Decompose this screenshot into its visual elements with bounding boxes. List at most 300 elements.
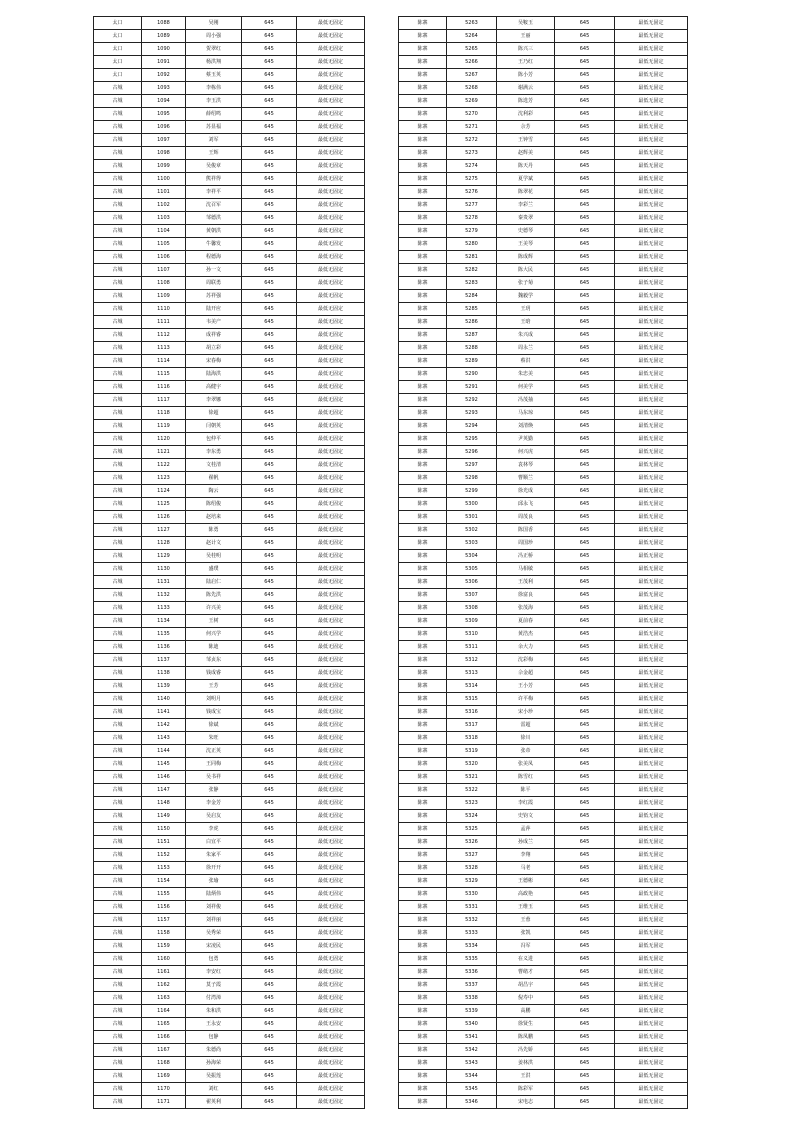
- cell-county: 古城: [94, 979, 142, 992]
- cell-name: 吴振莲: [186, 1070, 242, 1083]
- cell-name: 李翠娜: [186, 394, 242, 407]
- cell-county: 古城: [94, 615, 142, 628]
- cell-county: 陈寨: [399, 147, 447, 160]
- cell-name: 王乃红: [497, 56, 555, 69]
- cell-name: 佘金超: [497, 667, 555, 680]
- cell-amount: 645: [555, 251, 615, 264]
- table-row: [399, 446, 688, 459]
- cell-category: 最低无固定: [297, 693, 365, 706]
- table-row: [94, 186, 365, 199]
- cell-name: 冯茂抽: [497, 394, 555, 407]
- table-row: [94, 550, 365, 563]
- cell-county: 古城: [94, 394, 142, 407]
- cell-county: 陈寨: [399, 797, 447, 810]
- cell-amount: 645: [242, 199, 297, 212]
- table-row: [94, 615, 365, 628]
- cell-category: 最低无固定: [615, 810, 688, 823]
- cell-name: 何美学: [497, 381, 555, 394]
- cell-amount: 645: [242, 134, 297, 147]
- cell-county: 陈寨: [399, 329, 447, 342]
- cell-name: 陈选芳: [497, 95, 555, 108]
- cell-serial: 5310: [447, 628, 497, 641]
- cell-county: 古城: [94, 914, 142, 927]
- cell-name: 朱家平: [186, 849, 242, 862]
- cell-amount: 645: [555, 498, 615, 511]
- table-row: [94, 485, 365, 498]
- table-row: [94, 160, 365, 173]
- cell-category: 最低无固定: [615, 420, 688, 433]
- cell-amount: 645: [242, 797, 297, 810]
- cell-name: 盛璞: [186, 563, 242, 576]
- cell-category: 最低无固定: [297, 147, 365, 160]
- cell-category: 最低无固定: [297, 1096, 365, 1109]
- cell-county: 古城: [94, 1096, 142, 1109]
- cell-category: 最低无固定: [297, 43, 365, 56]
- cell-name: 陆海洪: [186, 368, 242, 381]
- cell-county: 陈寨: [399, 459, 447, 472]
- table-row: [94, 706, 365, 719]
- cell-name: 贺翠红: [186, 43, 242, 56]
- cell-name: 刘军: [186, 134, 242, 147]
- cell-category: 最低无固定: [297, 1018, 365, 1031]
- cell-amount: 645: [555, 758, 615, 771]
- cell-amount: 645: [242, 329, 297, 342]
- cell-amount: 645: [242, 17, 297, 30]
- cell-amount: 645: [242, 485, 297, 498]
- cell-serial: 5316: [447, 706, 497, 719]
- cell-category: 最低无固定: [297, 121, 365, 134]
- cell-name: 李玉洪: [186, 95, 242, 108]
- cell-category: 最低无固定: [297, 368, 365, 381]
- table-row: [94, 810, 365, 823]
- cell-name: 王丽: [497, 30, 555, 43]
- cell-category: 最低无固定: [615, 498, 688, 511]
- cell-county: 古城: [94, 576, 142, 589]
- cell-county: 古城: [94, 1057, 142, 1070]
- cell-name: 成祥睿: [186, 329, 242, 342]
- cell-category: 最低无固定: [297, 316, 365, 329]
- table-row: [94, 1083, 365, 1096]
- cell-county: 陈寨: [399, 173, 447, 186]
- cell-county: 陈寨: [399, 251, 447, 264]
- cell-serial: 1160: [142, 953, 186, 966]
- table-row: [399, 1018, 688, 1031]
- cell-amount: 645: [555, 719, 615, 732]
- cell-serial: 1122: [142, 459, 186, 472]
- cell-category: 最低无固定: [297, 641, 365, 654]
- cell-amount: 645: [242, 940, 297, 953]
- cell-county: 陈寨: [399, 550, 447, 563]
- cell-county: 古城: [94, 407, 142, 420]
- table-row: [94, 355, 365, 368]
- cell-amount: 645: [555, 784, 615, 797]
- cell-serial: 5326: [447, 836, 497, 849]
- cell-county: 太口: [94, 56, 142, 69]
- cell-category: 最低无固定: [297, 381, 365, 394]
- cell-amount: 645: [242, 1083, 297, 1096]
- cell-name: 李彩兰: [497, 199, 555, 212]
- cell-amount: 645: [242, 459, 297, 472]
- cell-name: 蔡洪: [497, 355, 555, 368]
- cell-amount: 645: [555, 134, 615, 147]
- cell-serial: 1119: [142, 420, 186, 433]
- cell-county: 陈寨: [399, 667, 447, 680]
- cell-category: 最低无固定: [615, 316, 688, 329]
- cell-amount: 645: [555, 615, 615, 628]
- cell-amount: 645: [242, 1044, 297, 1057]
- cell-county: 陈寨: [399, 199, 447, 212]
- cell-county: 古城: [94, 823, 142, 836]
- table-row: [399, 407, 688, 420]
- cell-name: 韦美产: [186, 316, 242, 329]
- table-row: [399, 290, 688, 303]
- cell-serial: 1154: [142, 875, 186, 888]
- cell-category: 最低无固定: [297, 745, 365, 758]
- cell-name: 吴鞍玉: [497, 17, 555, 30]
- table-row: [94, 329, 365, 342]
- cell-county: 陈寨: [399, 914, 447, 927]
- cell-serial: 1136: [142, 641, 186, 654]
- cell-serial: 5303: [447, 537, 497, 550]
- cell-name: 雷超: [497, 719, 555, 732]
- cell-name: 曹顺兰: [497, 472, 555, 485]
- cell-category: 最低无固定: [297, 498, 365, 511]
- cell-category: 最低无固定: [615, 875, 688, 888]
- cell-county: 古城: [94, 771, 142, 784]
- table-row: [94, 95, 365, 108]
- table-row: [94, 823, 365, 836]
- cell-county: 古城: [94, 628, 142, 641]
- cell-category: 最低无固定: [297, 446, 365, 459]
- cell-amount: 645: [555, 979, 615, 992]
- cell-serial: 5297: [447, 459, 497, 472]
- cell-name: 陈彩军: [497, 1083, 555, 1096]
- cell-name: 沈彩梅: [497, 654, 555, 667]
- table-row: [94, 524, 365, 537]
- table-row: [94, 628, 365, 641]
- cell-serial: 5337: [447, 979, 497, 992]
- cell-serial: 1107: [142, 264, 186, 277]
- cell-name: 夏学斌: [497, 173, 555, 186]
- cell-amount: 645: [242, 992, 297, 1005]
- cell-amount: 645: [242, 472, 297, 485]
- cell-county: 陈寨: [399, 446, 447, 459]
- cell-name: 翟帆: [186, 472, 242, 485]
- cell-serial: 5268: [447, 82, 497, 95]
- cell-amount: 645: [555, 290, 615, 303]
- cell-county: 古城: [94, 654, 142, 667]
- cell-category: 最低无固定: [297, 459, 365, 472]
- table-row: [399, 433, 688, 446]
- cell-county: 陈寨: [399, 576, 447, 589]
- cell-county: 陈寨: [399, 927, 447, 940]
- cell-county: 古城: [94, 1018, 142, 1031]
- cell-amount: 645: [242, 43, 297, 56]
- cell-category: 最低无固定: [615, 628, 688, 641]
- cell-serial: 1139: [142, 680, 186, 693]
- cell-county: 古城: [94, 1031, 142, 1044]
- cell-category: 最低无固定: [615, 212, 688, 225]
- cell-county: 古城: [94, 420, 142, 433]
- table-row: [399, 888, 688, 901]
- table-row: [94, 69, 365, 82]
- cell-amount: 645: [555, 641, 615, 654]
- cell-serial: 5295: [447, 433, 497, 446]
- cell-category: 最低无固定: [297, 979, 365, 992]
- table-row: [94, 56, 365, 69]
- cell-county: 陈寨: [399, 771, 447, 784]
- cell-category: 最低无固定: [615, 849, 688, 862]
- cell-amount: 645: [555, 69, 615, 82]
- cell-name: 周永兰: [497, 342, 555, 355]
- cell-category: 最低无固定: [297, 602, 365, 615]
- cell-serial: 1141: [142, 706, 186, 719]
- cell-name: 熊祥得: [186, 173, 242, 186]
- cell-county: 古城: [94, 524, 142, 537]
- cell-county: 陈寨: [399, 602, 447, 615]
- cell-serial: 1138: [142, 667, 186, 680]
- table-row: [94, 1044, 365, 1057]
- cell-serial: 1092: [142, 69, 186, 82]
- cell-name: 李虎: [186, 823, 242, 836]
- cell-serial: 5325: [447, 823, 497, 836]
- cell-amount: 645: [242, 69, 297, 82]
- cell-county: 古城: [94, 1083, 142, 1096]
- cell-amount: 645: [555, 277, 615, 290]
- cell-name: 邹贞东: [186, 654, 242, 667]
- cell-amount: 645: [242, 784, 297, 797]
- cell-county: 陈寨: [399, 888, 447, 901]
- cell-name: 袁林琴: [497, 459, 555, 472]
- cell-serial: 1091: [142, 56, 186, 69]
- cell-county: 陈寨: [399, 680, 447, 693]
- cell-name: 吴桂明: [186, 550, 242, 563]
- cell-county: 古城: [94, 875, 142, 888]
- cell-county: 古城: [94, 277, 142, 290]
- cell-amount: 645: [555, 43, 615, 56]
- cell-serial: 1132: [142, 589, 186, 602]
- table-row: [399, 1070, 688, 1083]
- table-row: [399, 56, 688, 69]
- cell-amount: 645: [242, 433, 297, 446]
- cell-amount: 645: [242, 303, 297, 316]
- cell-amount: 645: [242, 30, 297, 43]
- cell-serial: 5323: [447, 797, 497, 810]
- cell-serial: 1149: [142, 810, 186, 823]
- table-row: [94, 316, 365, 329]
- cell-name: 薛绍鸣: [186, 108, 242, 121]
- cell-serial: 1153: [142, 862, 186, 875]
- table-row: [94, 914, 365, 927]
- cell-serial: 1156: [142, 901, 186, 914]
- cell-name: 张瑜: [186, 875, 242, 888]
- cell-amount: 645: [242, 888, 297, 901]
- table-row: [94, 1070, 365, 1083]
- table-row: [399, 511, 688, 524]
- table-row: [94, 1005, 365, 1018]
- cell-serial: 5313: [447, 667, 497, 680]
- cell-category: 最低无固定: [615, 43, 688, 56]
- cell-county: 古城: [94, 927, 142, 940]
- cell-category: 最低无固定: [615, 693, 688, 706]
- cell-category: 最低无固定: [297, 667, 365, 680]
- table-row: [399, 329, 688, 342]
- cell-name: 王树: [186, 615, 242, 628]
- table-row: [94, 641, 365, 654]
- cell-county: 古城: [94, 862, 142, 875]
- cell-category: 最低无固定: [297, 823, 365, 836]
- cell-name: 李红霞: [497, 797, 555, 810]
- cell-county: 陈寨: [399, 82, 447, 95]
- cell-serial: 1089: [142, 30, 186, 43]
- cell-name: 孙海荣: [186, 1057, 242, 1070]
- cell-amount: 645: [242, 381, 297, 394]
- cell-name: 马东琼: [497, 407, 555, 420]
- cell-serial: 5291: [447, 381, 497, 394]
- cell-name: 王维玉: [497, 901, 555, 914]
- cell-category: 最低无固定: [297, 407, 365, 420]
- cell-category: 最低无固定: [615, 95, 688, 108]
- cell-county: 陈寨: [399, 524, 447, 537]
- cell-amount: 645: [555, 329, 615, 342]
- cell-category: 最低无固定: [615, 342, 688, 355]
- cell-amount: 645: [242, 979, 297, 992]
- cell-amount: 645: [555, 511, 615, 524]
- cell-name: 吴俊章: [186, 160, 242, 173]
- cell-name: 陈雪红: [497, 771, 555, 784]
- cell-name: 刘红: [186, 1083, 242, 1096]
- cell-category: 最低无固定: [297, 836, 365, 849]
- cell-name: 王同梅: [186, 758, 242, 771]
- cell-name: 赵计文: [186, 537, 242, 550]
- cell-category: 最低无固定: [297, 355, 365, 368]
- cell-name: 陈国香: [497, 524, 555, 537]
- cell-category: 最低无固定: [297, 108, 365, 121]
- table-row: [399, 420, 688, 433]
- cell-amount: 645: [242, 147, 297, 160]
- table-row: [399, 927, 688, 940]
- cell-category: 最低无固定: [615, 576, 688, 589]
- cell-serial: 5284: [447, 290, 497, 303]
- cell-amount: 645: [555, 1005, 615, 1018]
- cell-county: 陈寨: [399, 95, 447, 108]
- cell-serial: 5283: [447, 277, 497, 290]
- cell-name: 陈大民: [497, 264, 555, 277]
- cell-county: 陈寨: [399, 654, 447, 667]
- cell-county: 古城: [94, 667, 142, 680]
- cell-category: 最低无固定: [615, 121, 688, 134]
- cell-amount: 645: [242, 550, 297, 563]
- cell-category: 最低无固定: [297, 30, 365, 43]
- cell-county: 陈寨: [399, 1031, 447, 1044]
- cell-amount: 645: [242, 498, 297, 511]
- cell-category: 最低无固定: [615, 446, 688, 459]
- cell-amount: 645: [555, 368, 615, 381]
- cell-amount: 645: [242, 1031, 297, 1044]
- cell-category: 最低无固定: [297, 329, 365, 342]
- cell-name: 莫子霞: [186, 979, 242, 992]
- cell-amount: 645: [555, 485, 615, 498]
- cell-category: 最低无固定: [297, 472, 365, 485]
- cell-serial: 5343: [447, 1057, 497, 1070]
- cell-category: 最低无固定: [615, 472, 688, 485]
- cell-name: 陆开应: [186, 303, 242, 316]
- cell-amount: 645: [555, 875, 615, 888]
- cell-name: 文桂清: [186, 459, 242, 472]
- cell-name: 周联勇: [186, 277, 242, 290]
- cell-amount: 645: [242, 316, 297, 329]
- cell-amount: 645: [555, 212, 615, 225]
- cell-amount: 645: [555, 30, 615, 43]
- cell-county: 古城: [94, 368, 142, 381]
- cell-county: 陈寨: [399, 628, 447, 641]
- cell-amount: 645: [555, 654, 615, 667]
- cell-name: 吴秀荣: [186, 927, 242, 940]
- cell-name: 周茂良: [497, 511, 555, 524]
- cell-category: 最低无固定: [297, 290, 365, 303]
- table-row: [399, 862, 688, 875]
- cell-amount: 645: [555, 810, 615, 823]
- cell-serial: 1162: [142, 979, 186, 992]
- table-row: [94, 888, 365, 901]
- table-row: [399, 810, 688, 823]
- cell-category: 最低无固定: [297, 589, 365, 602]
- cell-category: 最低无固定: [615, 394, 688, 407]
- cell-amount: 645: [242, 95, 297, 108]
- cell-category: 最低无固定: [297, 758, 365, 771]
- table-row: [399, 693, 688, 706]
- cell-county: 古城: [94, 992, 142, 1005]
- cell-name: 牛馨发: [186, 238, 242, 251]
- table-row: [94, 576, 365, 589]
- cell-name: 张美凤: [497, 758, 555, 771]
- cell-name: 张帝: [497, 745, 555, 758]
- cell-serial: 1133: [142, 602, 186, 615]
- cell-category: 最低无固定: [615, 966, 688, 979]
- cell-category: 最低无固定: [297, 1083, 365, 1096]
- cell-serial: 5328: [447, 862, 497, 875]
- cell-category: 最低无固定: [615, 251, 688, 264]
- table-row: [399, 264, 688, 277]
- cell-serial: 1152: [142, 849, 186, 862]
- cell-county: 陈寨: [399, 901, 447, 914]
- cell-amount: 645: [555, 1070, 615, 1083]
- table-row: [94, 602, 365, 615]
- table-row: [94, 290, 365, 303]
- cell-serial: 1126: [142, 511, 186, 524]
- cell-county: 古城: [94, 303, 142, 316]
- cell-category: 最低无固定: [615, 69, 688, 82]
- cell-category: 最低无固定: [297, 771, 365, 784]
- table-row: [94, 1031, 365, 1044]
- cell-serial: 1147: [142, 784, 186, 797]
- cell-category: 最低无固定: [615, 511, 688, 524]
- cell-category: 最低无固定: [297, 277, 365, 290]
- cell-category: 最低无固定: [615, 862, 688, 875]
- cell-amount: 645: [555, 95, 615, 108]
- cell-county: 古城: [94, 199, 142, 212]
- cell-name: 陆炳伟: [186, 888, 242, 901]
- cell-name: 周小强: [186, 30, 242, 43]
- table-row: [399, 212, 688, 225]
- table-row: [94, 446, 365, 459]
- cell-serial: 5344: [447, 1070, 497, 1083]
- cell-amount: 645: [242, 719, 297, 732]
- cell-county: 陈寨: [399, 1005, 447, 1018]
- cell-category: 最低无固定: [615, 368, 688, 381]
- cell-category: 最低无固定: [615, 745, 688, 758]
- cell-county: 古城: [94, 1070, 142, 1083]
